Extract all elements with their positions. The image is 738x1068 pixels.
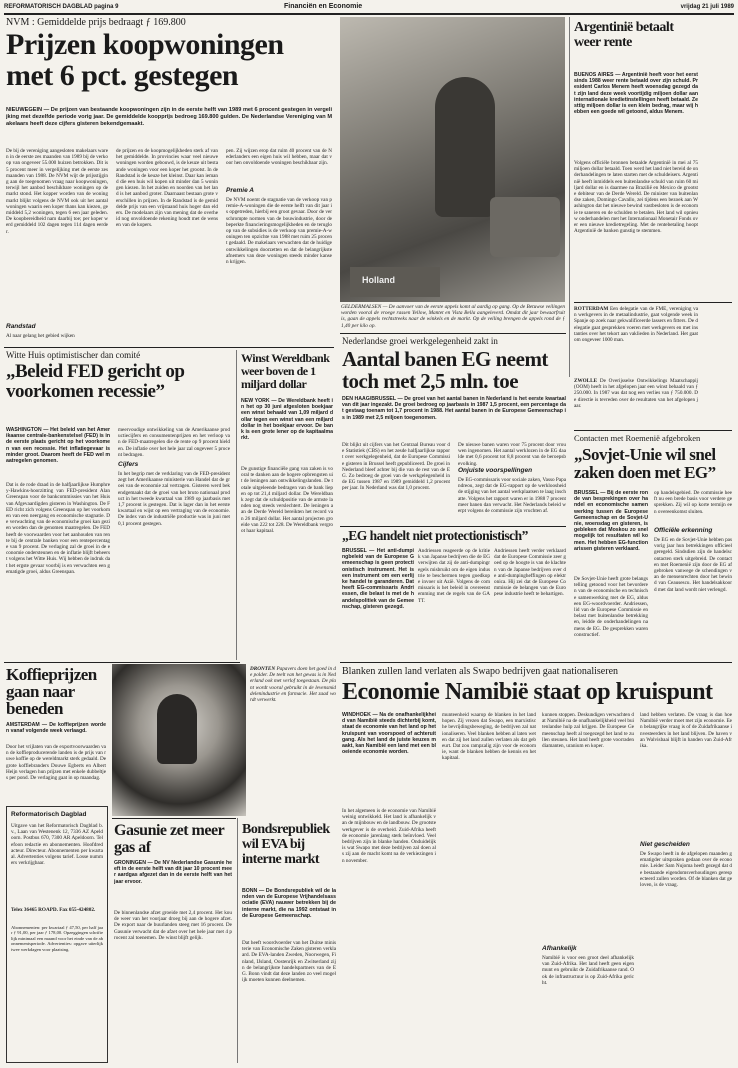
gasunie-body: De binnenlandse afzet groeide met 2,4 procent. Het koude weer van het voorjaar droeg bij aan de hogere afzet. De export naar de buurlanden steeg met 16 procent. De Gasunie verwacht dat de afzet over het hele jaar met 4 procent zal toenemen. De winst blijft gelijk. bbox=[114, 910, 232, 941]
winst-lead: NEW YORK — De Wereldbank heeft in het op 30 juni afgesloten boekjaar een winst behaald van 1,09 miljard dollar tegen een winst van een miljard dollar in het boekjaar ervoor. De bank is een grote lener op de kapitaalmarkt. bbox=[241, 398, 333, 442]
roemenie-kicker: Contacten met Roemenië afgebroken bbox=[574, 433, 701, 443]
nlgroei-kicker: Nederlandse groei werkgelegenheid zakt in bbox=[342, 336, 498, 346]
argentinie-lead: BUENOS AIRES — Argentinië heeft voor het eerst sinds 1988 weer rente betaald over zijn schuld. President Carlos Menem heeft woensdag gezegd dat zijn land deze week voortijdig miljoen dollar aan internationale kredietinstellingen heeft betaald. Zesttig miljoen dollar is een klein bedrag, maar wij hebben een goede wil getoond, aldus Menem. bbox=[574, 72, 698, 116]
protectionisme-col1: BRUSSEL — Het anti-dumpingbeleid van de Europese Gemeenschap is geen protectionistisch instrument. Het is een instrument om een eerlijke handel te garanderen. Dat heeft EG-commissaris Andriessen, die belast is met de handelspolitiek van de Gemeenschap, gisteren gezegd. bbox=[342, 548, 414, 610]
nlgroei-headline: Aantal banen EG neemt toch met 2,5 mln. toe bbox=[342, 347, 548, 393]
namibie-kicker: Blanken zullen land verlaten als Swapo bedrijven gaat nationaliseren bbox=[342, 666, 619, 677]
wittehuis-headline: „Beleid FED gericht op voorkomen recessie” bbox=[6, 361, 185, 402]
nlgroei-lead: DEN HAAG/BRUSSEL — De groei van het aantal banen in Nederland is het eerste kwartaal van dit jaar ingezakt. De groei bedroeg op jaarbasis in 1987 1,5 procent, een percentage dat gestaag toenam tot 1,7 procent in 1988. Het aantal banen in de Europese Gemeenschap is in 1989 met 2,5 miljoen toegenomen. bbox=[342, 396, 566, 421]
zwolle-body: De Overijsselse Ontwikkelings Maatschappij (OOM) heeft in het afgelopen jaar een winst behaald van ƒ 250.000. In 1987 was dat nog een verlies van ƒ 750.000. De directie is tevreden over de resultaten van het afgelopen jaar. bbox=[574, 378, 698, 409]
dronten-body: Papavers doen het goed in de polder. De teelt van het gewas is in Nederland ook met verlof toegestaan. De plant wordt vooral gebruikt in de levensmiddelenindustrie en farmacie. Het zaad wordt verwerkt. bbox=[250, 666, 336, 704]
roemenie-lead: BRUSSEL — Bij de eerste ronde van besprekingen over handel en economische samenwerking tussen de Europese Gemeenschap en de Sovjet-Unie, woensdag en gisteren, is gebleken dat Moskou zo snel mogelijk tot resultaten wil komen. Het hebben EG-functionarissen gisteren verklaard. bbox=[574, 490, 648, 552]
eva-headline: Bondsrepubliek wil EVA bij interne markt bbox=[242, 822, 330, 867]
koffie-headline: Koffieprijzen gaan naar beneden bbox=[6, 665, 97, 718]
roemenie-sub: Officiële erkenning bbox=[654, 527, 713, 534]
crate-label: Holland bbox=[362, 275, 395, 285]
wittehuis-col1: Dat is de rode draad in de halfjaarlijkse Humphrey-Hawkins-hoorzitting van FED-president Alan Greenspan voor de bankcommissies van het Huis van Afgevaardigden gisteren in Washington. De FED richt zich volgens Greenspan op het voorkomen van een neergang en economische stagnatie. De verwachting van de economische groei kan gezien worden dan de genomen maatregelen. De FED heeft de voorwaarden voor het aanhouden van rente bij de centrale banken voor een rentepercentage van 9 procent. De verlaging zal de groei in de economie ondersteunen en de inflatie blijft beheerst volgens het Witte Huis. Wij hebben de indruk dat het ergste gevaar voorbij is en verwachten een gematigde groei, aldus Greenspan. bbox=[6, 482, 110, 575]
worker-silhouette bbox=[435, 77, 495, 217]
header-center: Financiën en Economie bbox=[284, 3, 363, 10]
dronten-title: DRONTEN bbox=[250, 666, 276, 672]
gasunie-lead: GRONINGEN — De NV Nederlandse Gasunie heeft in de eerste helft van dit jaar 10 procent meer aardgas afgezet dan in de eerste helft van het jaar ervoor. bbox=[114, 860, 232, 885]
winst-body: De gunstige financiële gang van zaken is vooral te danken aan de hogere opbrengsten uit de leningen aan ontwikkelingslanden. De totale uitgeleende bedragen van de bank liepen op tot 21,4 miljard dollar. De Wereldbank zegt dat de schuldpositie van de armste landen nog steeds verslechtert. De leningen aan de Derde Wereld bereikten het record van 26 miljard dollar. Het aantal projecten groeide van 222 tot 228. De Wereldbank vergroot haar kapitaal. bbox=[241, 466, 333, 535]
namibie-col1: In het algemeen is de economie van Namibië weinig ontwikkeld. Het land is afhankelijk van de mijnbouw en de landbouw. De grootste werkgever is de overheid. Zuid-Afrika heeft de economie jarenlang sterk beïnvloed. Veel bedrijven zijn in blanke handen. Onduidelijk is wat Swapo met deze bedrijven zal doen als zij aan de macht komt na de verkiezingen in november. bbox=[342, 808, 436, 864]
photo1-caption: GELDERMALSEN — De aanvoer van de eerste appels komt al aardig op gang. Op de Betuwse veilingen worden vooral de vroege rassen Yellow, Mantet en Vista Bella aangeleverd. Omdat dit jaar bewaarfruit is, gaan de appels rechtstreeks naar de winkels en de markt. Op de veiling brengen de appels rond de ƒ 1,40 per kilo op. bbox=[341, 304, 565, 329]
namibie-sub2: Niet gescheiden bbox=[640, 841, 690, 848]
rotterdam-body: Een delegatie van de FME, vereniging van werkgevers in de metaalindustrie, gaat volgende week in Spanje op zoek naar gekwalificeerde lassers en fitters. De delegatie gaat gesprekken voeren met werkgevers en met instanties over het tekort aan vaklieden in Nederland. Het gaat om ongeveer 1000 man. bbox=[574, 306, 698, 344]
dronten-brief bbox=[250, 666, 336, 798]
koffie-body: Door het vrijlaten van de exportvoorwaarden van de koffieproducerende landen is de prijs van ruwe koffie op de wereldmarkt sterk gedaald. De grote koffiebranders Douwe Egberts en Albert Heijn verlagen hun prijzen met enkele dubbeltjes per pond. De verlaging gaat in op maandag. bbox=[6, 744, 106, 782]
rotterdam-brief bbox=[574, 306, 698, 372]
protectionisme-headline: „EG handelt niet protectionistisch” bbox=[342, 528, 528, 543]
nvm-col1b: Al naar gelang het gebied wijken bbox=[6, 333, 75, 339]
protectionisme-col2: Andriessen reageerde op de kritiek van Japanse bedrijven die de EG verwijten dat zij de anti-dumpingregels misbruikt om de eigen industrie te beschermen tegen goedkope invoer uit Azië. Volgens de commissaris is het beleid in overeenstemming met de regels van de GATT. bbox=[418, 548, 490, 604]
apple-basket bbox=[490, 197, 560, 257]
nvm-col2: de prijzen en de koopmogelijkheden sterk af van het gemiddelde. In provincies waar veel nieuwe woningen worden gebouwd, is de keuze uit bestaande woningen voor een koper het grootst. In de Randstad is de keuze het kleinst. Daar kan iemand die een huis wil kopen uit minder dan 5 woningen kiezen. In het zuiden en noorden van het land is het aanbod groter. Daarnaast bestaan grote verschillen in prijzen. In de Randstad is de gemiddelde prijs van een vrijstaand huis hoger dan elders. De modelaars zijn van mening dat de overheid nog onvoldoende rekening houdt met de wensen van de kopers. bbox=[116, 148, 218, 229]
wittehuis-kicker: Witte Huis optimistischer dan comité bbox=[6, 350, 141, 360]
photo-poppy-field bbox=[112, 664, 246, 816]
roemenie-col2: op handelsgebied. De commissie heeft nu een brede basis voor verdere gesprekken. Zij wil op korte termijn een overeenkomst sluiten. bbox=[654, 490, 732, 515]
header-left: REFORMATORISCH DAGBLAD pagina 9 bbox=[4, 4, 119, 10]
namibie-col3: kunnen stoppen. Deskundigen verwachten dat Namibië na de onafhankelijkheid veel buitenlandse hulp zal krijgen. De Europese Gemeenschap heeft al toegezegd het land te zullen steunen. Het land heeft grote voorraden diamanten, uranium en koper. bbox=[542, 712, 634, 750]
zwolle-brief bbox=[574, 378, 698, 428]
namibie-col4: land hebben verlaten. De vraag is dan hoe Namibië verder moet met zijn economie. Een belangrijke vraag is of de Zuidafrikaanse investeerders in het land blijven. De haven van Walvisbaai blijft in handen van Zuid-Afrika. bbox=[640, 712, 732, 750]
roemenie-col2b: De EG en de Sovjet-Unie hebben pas vorig jaar hun betrekkingen officieel geregeld. Sindsdien zijn de handelscontacten sterk uitgebreid. De contacten met Roemenië zijn door de EG afgebroken vanwege de schendingen van de mensenrechten door het bewind van Ceausescu. Het handelsakkoord met dat land wordt niet verlengd. bbox=[654, 537, 732, 593]
namibie-col2: munteenheid waarop de blanken in het land hopen. Zij vrezen dat Swapo, een marxistische bevrijdingsbeweging, de bedrijven zal nationaliseren. Veel blanken hebben al laten weten dat zij het land zullen verlaten als dat gebeurt. Dat zou rampzalig zijn voor de economie, want de blanken hebben de kennis en het kapitaal. bbox=[442, 712, 536, 762]
nvm-col3b: De NVM noemt de stagnatie van de verkoop van premie-A-woningen die de eerste helft van dit jaar is opgetreden, hierbij een groot gevaar. Door de verschrompte normen van de bouwindustrie, door de beperkte financieringsmogelijkheden en de terugloop van de subsidies is de verkoop van premie-A-woningen ten opzichte van 1988 met ruim 25 procent gedaald. De makelaars verwachten dat de huidige ontwikkelingen doorzetten en dat de belangrijkste afnemers van deze woningen steeds minder kansen krijgen. bbox=[226, 197, 332, 266]
namibie-col3b: Namibië is voor een groot deel afhankelijk van Zuid-Afrika. Het land heeft geen eigen munt en gebruikt de Zuidafrikaanse rand. Ook de infrastructuur is op Zuid-Afrika gericht. bbox=[542, 955, 634, 986]
nlgroei-col2b: De EG-commissaris voor sociale zaken, Vasso Papandreou, zegt dat de EG-rapport op de werkloosheid de stijging van het aantal werkplaatsen te laag inschatte. Volgens het rapport waren er in 1988 7 procent meer banen dan verwacht. Het Nederlands beleid werpt volgens de commissie zijn vruchten af. bbox=[458, 477, 566, 515]
header-right: vrijdag 21 juli 1989 bbox=[680, 4, 734, 10]
nvm-sub1: Randstad bbox=[6, 323, 36, 330]
page-header bbox=[4, 3, 734, 13]
winst-headline: Winst Wereldbank weer boven de 1 miljard dollar bbox=[241, 351, 330, 391]
nvm-sub2: Premie A bbox=[226, 187, 254, 194]
gasunie-headline: Gasunie zet meer gas af bbox=[114, 822, 224, 856]
colofon-fine: Abonnementen: per kwartaal ƒ 47,50, per half jaar ƒ 91,00, per jaar ƒ 178,00. Opzeggingen schriftelijk minimaal een maand voor het einde van de abonnementsperiode. Advertenties: opgave uiterlijk twee werkdagen voor plaatsing. bbox=[11, 925, 103, 952]
protectionisme-col3: Andriessen heeft verder verklaard dat de Europese Commissie zeer goed op de hoogte is van de klachten van de Japanse bedrijven over de anti-dumpingheffingen op elektronica. Hij zei dat de Europese Commissie de belangen van de Europese industrie heeft te behartigen. bbox=[494, 548, 566, 598]
photo-apple-harvest bbox=[340, 17, 565, 302]
nlgroei-col2: De nieuwe banen waren voor 75 procent door vrouwen ingenomen. Het aantal werklozen in de EG daalde met 0,6 procent tot 8,8 procent van de beroepsbevolking. bbox=[458, 442, 566, 466]
eva-body: Dat heeft woordvoerder van het Duitse ministerie van Economische Zaken gisteren verklaard. De EVA-landen Zweden, Noorwegen, Finland, IJsland, Oostenrijk en Zwitserland zijn de belangrijkste handelspartners van de EG. Bonn vindt dat deze landen zo veel mogelijk moeten kunnen deelnemen. bbox=[242, 940, 336, 984]
colofon-box bbox=[6, 806, 108, 1063]
argentinie-body: Volgens officiële bronnen betaalde Argentinië in mei al 75 miljoen dollar betaald. Toen werd het land niet bereid de onderhandelingen te laten starten met de schuldeisers. Argentinië heeft inmiddels een buitenlandse schuld van ruim 60 miljard dollar en is daarmee na Brazilië en Mexico de grootste debiteur van de Derde Wereld. De minister van buitenlandse zaken, Domingo Cavallo, zei tijdens een bezoek aan Washington dat het nieuwe bewind vastbesloten is de economie te saneren en de schulden te betalen. Het land wil opnieuw onderhandelen met het Internationaal Monetair Fonds over een nieuwe kredietregeling. Met de rentebetaling hoopt Argentinië de banken gunstig te stemmen. bbox=[574, 160, 698, 235]
roemenie-headline: „Sovjet-Unie wil snel zaken doen met EG” bbox=[574, 445, 716, 482]
namibie-headline: Economie Namibië staat op kruispunt bbox=[342, 679, 713, 705]
nvm-col1: De bij de vereniging aangesloten makelaars waren in de eerste zes maanden van 1989 bij de verkoop van ongeveer 55.000 huizen betrokken. Dit is 5 procent meer in vergelijking met de eerste zes maanden van 1988. De NVM wijt de prijsstijging aan de toegenomen vraag naar koopwoningen, terwijl het aanbod beschikbare woningen op de markt stond. Het kopper worden van de woningmarkt blijkt volgens de NVM ook uit het aantal woningen waarin een koper thans kan kiezen, gemiddeld 5,2 woningen, tegen 6 een jaar geleden. De koopbereidheid nam daarbij toe; per koper werd gemiddeld 102 dagen tegen 114 dagen eerder. bbox=[6, 148, 108, 235]
wittehuis-lead: WASHINGTON — Het beleid van het Amerikaanse centrale-bankenstelsel (FED) is in de eerste plaats gericht op het voorkomen van een recessie. Het inflatiegevaar is minder groot. Daarom heeft de FED wel maatregelen genomen. bbox=[6, 427, 110, 465]
colofon-phone: Telex 36465 ROAPD. Fax 055-424802. bbox=[11, 907, 96, 913]
person-silhouette bbox=[157, 694, 197, 764]
namibie-col4b: De Swapo heeft in de afgelopen maanden gematigder uitspraken gedaan over de economie. Leider Sam Nujoma heeft gezegd dat de bestaande eigendomsverhoudingen gerespecteerd zullen worden. Of de blanken dat geloven, is de vraag. bbox=[640, 851, 732, 889]
nvm-lead: NIEUWEGEIN — De prijzen van bestaande koopwoningen zijn in de eerste helft van 1989 met 6 procent gestegen in vergelijking met dezelfde periode vorig jaar. De gemiddelde koopprijs bedroeg 169.800 gulden. De Nederlandse Vereniging van Makelaars heeft deze cijfers gisteren bekendgemaakt. bbox=[6, 107, 332, 127]
colofon-title: Reformatorisch Dagblad bbox=[11, 811, 87, 818]
nvm-kicker: NVM : Gemiddelde prijs bedraagt ƒ 169.800 bbox=[6, 17, 186, 28]
nvm-headline: Prijzen koopwoningen met 6 pct. gestegen bbox=[6, 28, 284, 92]
argentinie-headline: Argentinië betaalt weer rente bbox=[574, 20, 674, 50]
nlgroei-col1: Dit blijkt uit cijfers van het Centraal Bureau voor de Statistiek (CBS) en het zesde halfjaarlijkse rapport over werkgelegenheid, dat de Europese Commissie gisteren in Brussel heeft gepubliceerd. De groei in Nederland bleef achter bij die van de rest van de EG. Zo bedroeg de groei van de werkgelegenheid in de EG tussen 1987 en 1989 gemiddeld 1,2 procent per jaar. In Nederland was dat 1,0 procent. bbox=[342, 442, 450, 492]
zwolle-title: ZWOLLE bbox=[574, 378, 598, 384]
nvm-col3: pen. Zij wijzen erop dat ruim 40 procent van de Nederlanders een eigen huis wil hebben, maar dat voor hen onvoldoende woningen beschikbaar zijn. bbox=[226, 148, 332, 167]
nlgroei-sub: Onjuiste voorspellingen bbox=[458, 467, 533, 474]
namibie-sub: Afhankelijk bbox=[542, 945, 577, 952]
roemenie-col1: De Sovjet-Unie heeft grote belangstelling getoond voor het bevorderen van de economische en technische samenwerking met de EG, aldus een EG-woordvoerder. Andriessen, lid van de Europese Commissie en belast met buitenlandse betrekkingen, leidde de onderhandelingen namens de EG. De gesprekken waren constructief. bbox=[574, 576, 648, 638]
colofon-body: Uitgave van het Reformatorisch Dagblad b.v., Laan van Westenenk 12, 7336 AZ Apeldoorn. Postbus 670, 7300 AR Apeldoorn. Telefoon redactie en abonnementen. Hoofdredacteur. Directeur. Abonnementen per kwartaal. Advertenties volgens tarief. Losse nummers verkrijgbaar. bbox=[11, 823, 103, 867]
wittehuis-sub: Cijfers bbox=[118, 461, 139, 468]
koffie-lead: AMSTERDAM — De koffieprijzen worden vanaf volgende week verlaagd. bbox=[6, 722, 106, 735]
namibie-lead: WINDHOEK — Na de onafhankelijkheid van Namibië steeds dichterbij komt, staat de economie van het land op het kruispunt van voorspoed of achteruitgang. Als het land de juiste keuzes maakt, kan Namibië een land met een bloeiende economie worden. bbox=[342, 712, 436, 756]
eva-lead: BONN — De Bondsrepubliek wil de landen van de Europese Vrijhandelsassociatie (EVA) nauwer betrekken bij de interne markt, die na 1992 ontstaat in de Europese Gemeenschap. bbox=[242, 888, 336, 919]
rotterdam-title: ROTTERDAM bbox=[574, 306, 609, 312]
wittehuis-col2b: In het begrip met de verklaring van de FED-president zegt het Amerikaanse ministerie van Handel dat de groei van de economie zal vertragen. Gisteren werd bekendgemaakt dat de groei van het bruto nationaal product in het tweede kwartaal van 1989 op jaarbasis met 1,7 procent is gestegen. Dat is lager dan in het eerste kwartaal en wijst op een vertraging van de economie. De index van de industriële productie was in juni met 0,1 procent gestegen. bbox=[118, 471, 230, 527]
wittehuis-col2: meervoudige ontwikkeling van de Amerikaanse productiecijfers en consumentenprijzen en het verloop van de FED-maatregelen die de rente op 9 procent hielden. De inflatie over het hele jaar zal ongeveer 5 procent bedragen. bbox=[118, 427, 230, 458]
